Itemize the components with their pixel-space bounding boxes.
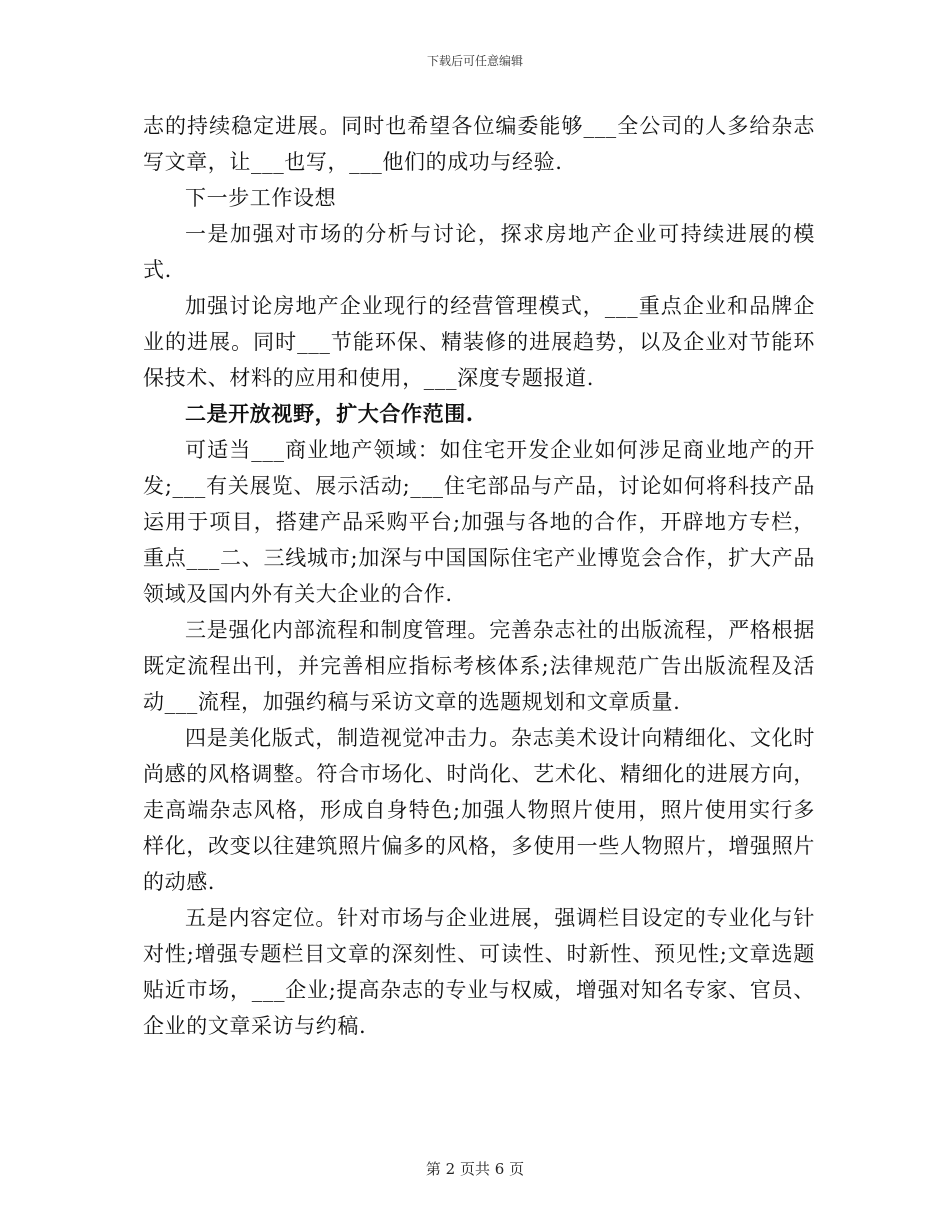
paragraph-point-three: 三是强化内部流程和制度管理。完善杂志社的出版流程，严格根据既定流程出刊，并完善相应指标考核体系;法律规范广告出版流程及活动___流程，加强约稿与采访文章的选题规划和文章质量. bbox=[143, 618, 815, 714]
paragraph-continuation: 志的持续稳定进展。同时也希望各位编委能够___全公司的人多给杂志写文章，让___也写，___他们的成功与经验. bbox=[143, 114, 815, 174]
paragraph-point-five: 五是内容定位。针对市场与企业进展，强调栏目设定的专业化与针对性;增强专题栏目文章的深刻性、可读性、时新性、预见性;文章选题贴近市场，___企业;提高杂志的专业与权威，增强对知名专家、官员、企业的文章采访与约稿. bbox=[143, 906, 815, 1038]
paragraph-cooperation: 可适当___商业地产领域：如住宅开发企业如何涉足商业地产的开发;___有关展览、展示活动;___住宅部品与产品，讨论如何将科技产品运用于项目，搭建产品采购平台;加强与各地的合作，开辟地方专栏，重点___二、三线城市;加深与中国国际住宅产业博览会合作，扩大产品领域及国内外有关大企业的合作. bbox=[143, 438, 815, 606]
page-number-footer: 第 2 页共 6 页 bbox=[425, 1160, 525, 1178]
document-body bbox=[143, 108, 815, 1044]
section-heading-next-steps: 下一步工作设想 bbox=[185, 186, 337, 210]
paragraph-point-four: 四是美化版式，制造视觉冲击力。杂志美术设计向精细化、文化时尚感的风格调整。符合市场化、时尚化、艺术化、精细化的进展方向，走高端杂志风格，形成自身特色;加强人物照片使用，照片使用实行多样化，改变以往建筑照片偏多的风格，多使用一些人物照片，增强照片的动感. bbox=[143, 726, 815, 894]
page-header: 下载后可任意编辑 bbox=[426, 54, 523, 68]
paragraph-point-one: 一是加强对市场的分析与讨论，探求房地产企业可持续进展的模式. bbox=[143, 222, 815, 282]
heading-point-two: 二是开放视野，扩大合作范围. bbox=[185, 401, 474, 426]
paragraph-research: 加强讨论房地产企业现行的经营管理模式，___重点企业和品牌企业的进展。同时___节能环保、精装修的进展趋势，以及企业对节能环保技术、材料的应用和使用，___深度专题报道. bbox=[143, 294, 815, 390]
